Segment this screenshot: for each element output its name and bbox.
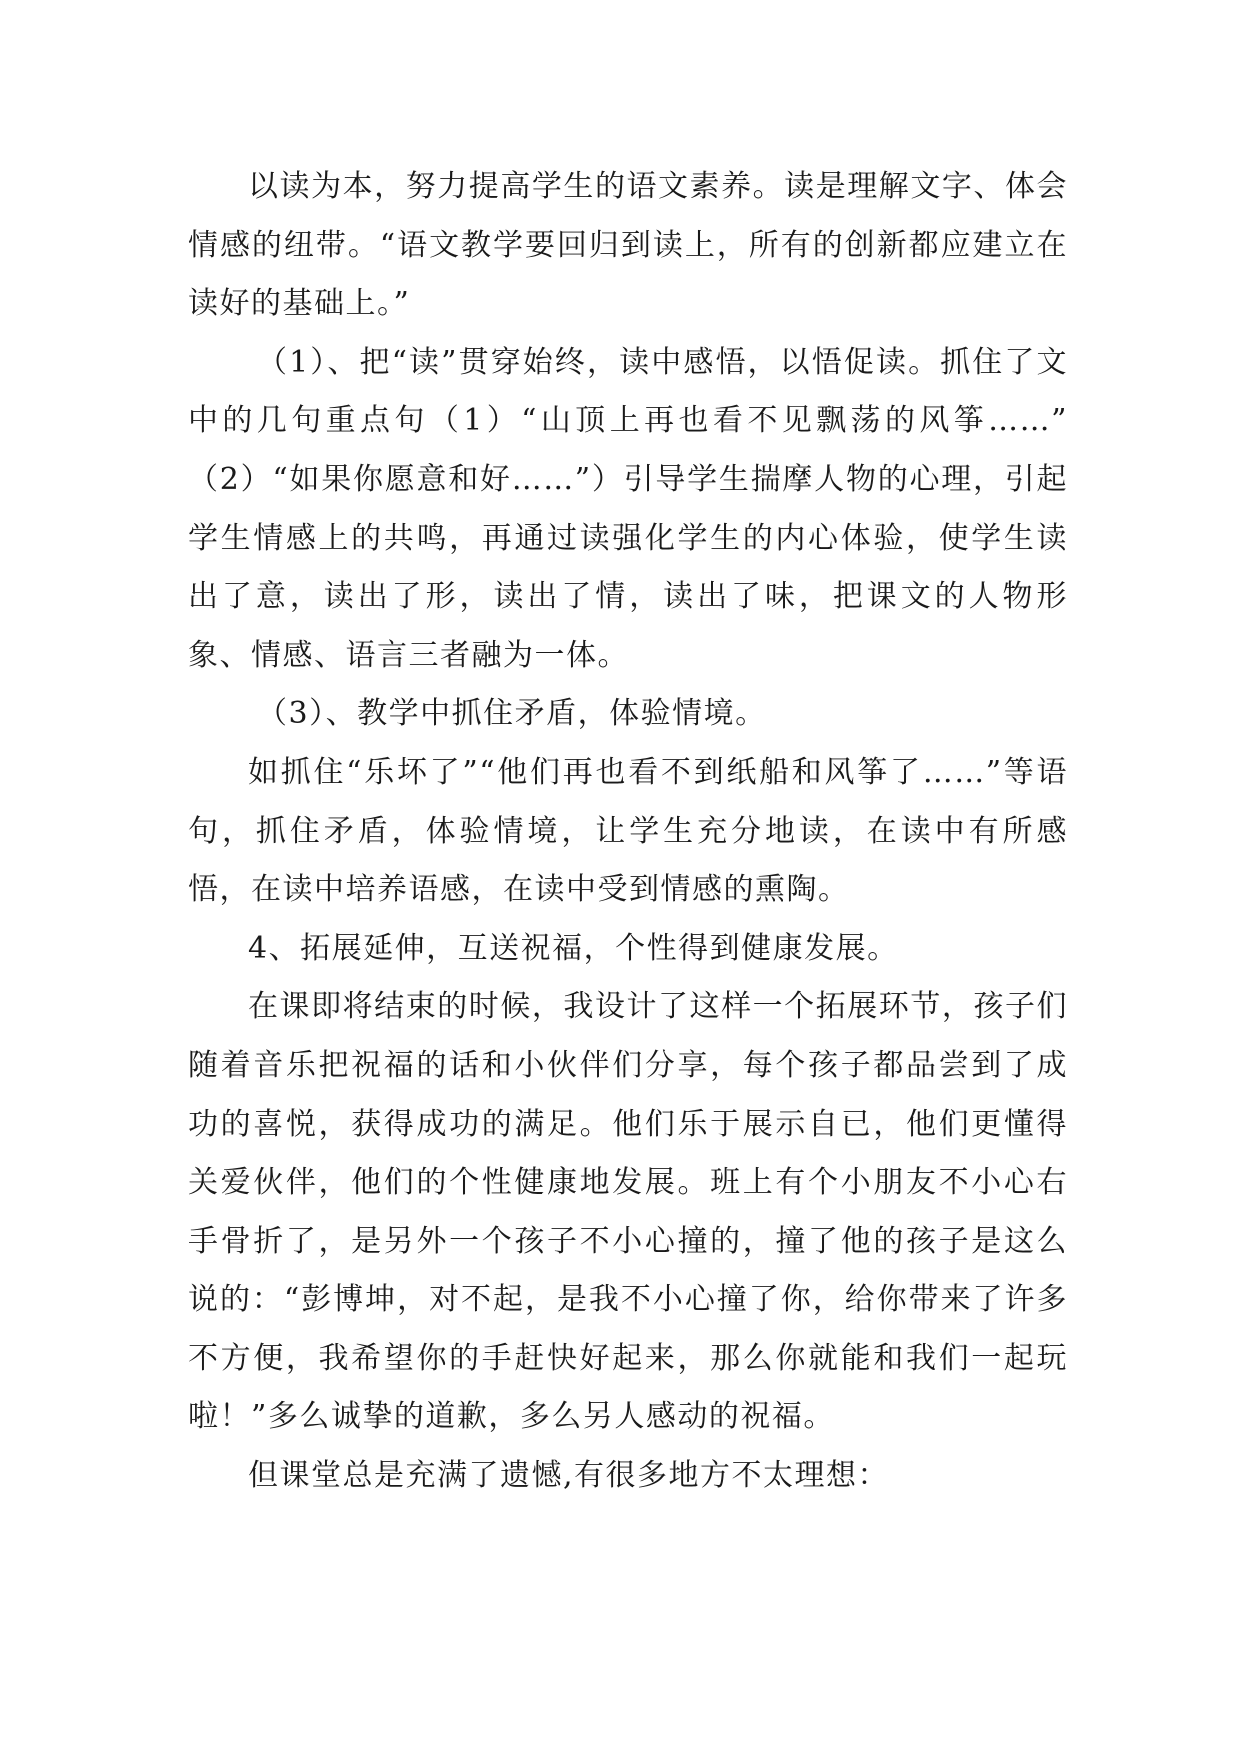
paragraph-item-1: （1）、把“读”贯穿始终，读中感悟，以悟促读。抓住了文中的几句重点句（1）“山顶上再也看不见飘荡的风筝……” （2）“如果你愿意和好……”）引导学生揣摩人物的心理，引起学生情感上的共鸣，再通过读强化学生的内心体验，使学生读出了意，读出了形，读出了情，读出了味，把课文的人物形象、情感、语言三者融为一体。 xyxy=(188,344,1100,673)
paragraph-extension: 在课即将结束的时候，我设计了这样一个拓展环节，孩子们随着音乐把祝福的话和小伙伴们分享，每个孩子都品尝到了成功的喜悦，获得成功的满足。他们乐于展示自已，他们更懂得关爱伙伴，他们的个性健康地发展。班上有个小朋友不小心右手骨折了，是另外一个孩子不小心撞的，撞了他的孩子是这么说的：“彭博坤，对不起，是我不小心撞了你，给你带来了许多不方便，我希望你的手赶快好起来，那么你就能和我们一起玩啦！”多么诚挚的道歉，多么另人感动的祝福。 xyxy=(188,989,1068,1435)
paragraph-reading-foundation: 以读为本，努力提高学生的语文素养。读是理解文字、体会情感的纽带。“语文教学要回归到读上，所有的创新都应建立在读好的基础上。” xyxy=(188,169,1068,322)
paragraph-contradiction-example: 如抓住“乐坏了”“他们再也看不到纸船和风筝了……”等语句，抓住矛盾，体验情境，让学生充分地读，在读中有所感悟，在读中培养语感，在读中受到情感的熏陶。 xyxy=(188,754,1068,908)
document-body xyxy=(188,158,1100,1506)
paragraph-item-4: 4、拓展延伸，互送祝福，个性得到健康发展。 xyxy=(248,930,899,966)
paragraph-regrets: 但课堂总是充满了遗憾,有很多地方不太理想： xyxy=(248,1458,890,1494)
paragraph-item-3: （3）、教学中抓住矛盾，体验情境。 xyxy=(257,696,767,732)
